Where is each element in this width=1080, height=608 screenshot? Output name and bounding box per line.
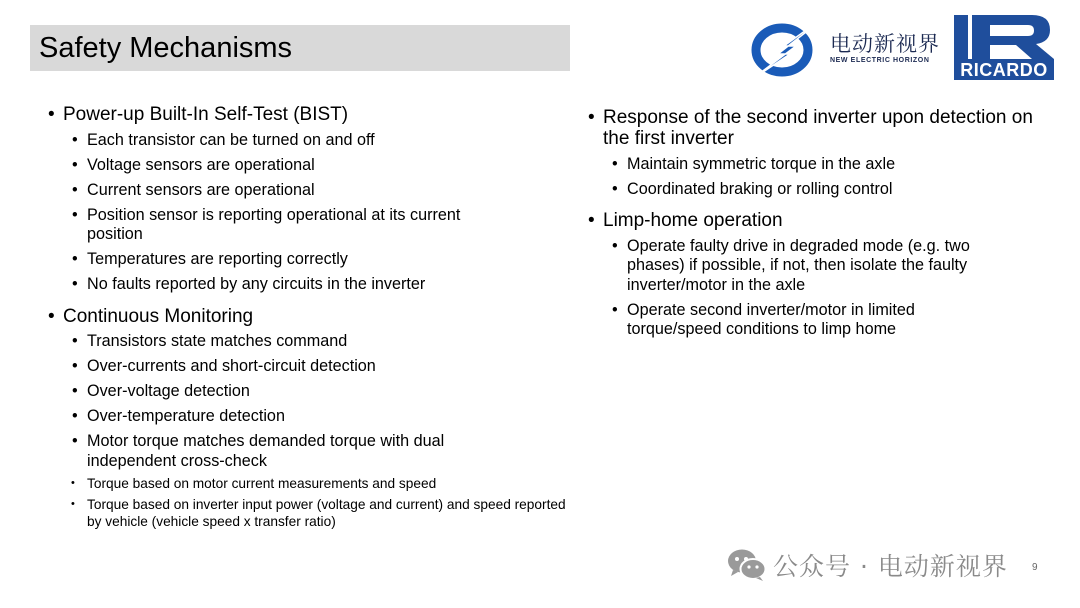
list-item: • Maintain symmetric torque in the axle xyxy=(588,155,1048,175)
list-item: • Temperatures are reporting correctly xyxy=(48,250,568,270)
list-item: • No faults reported by any circuits in the inverter xyxy=(48,275,568,295)
ricardo-r-mark xyxy=(954,15,1054,59)
monitoring-heading: Continuous Monitoring xyxy=(63,305,254,327)
logo-chinese-text: 电动新视界 xyxy=(830,32,940,56)
slide-title: Safety Mechanisms xyxy=(39,31,293,64)
list-item: • Position sensor is reporting operational at its current position xyxy=(48,206,568,245)
list-item: • Coordinated braking or rolling control xyxy=(588,180,1048,200)
wechat-watermark xyxy=(727,548,1008,582)
right-column xyxy=(588,104,1048,340)
list-item: • Over-currents and short-circuit detection xyxy=(48,357,568,377)
electric-horizon-logo xyxy=(748,10,948,82)
list-item: • Torque based on motor current measurements and speed xyxy=(63,475,498,492)
list-item xyxy=(588,107,1048,199)
lightning-globe-icon xyxy=(748,10,834,82)
list-item: • Over-temperature detection xyxy=(48,407,568,427)
logo-english-text: NEW ELECTRIC HORIZON xyxy=(830,57,930,64)
title-bar xyxy=(30,25,570,71)
wechat-icon xyxy=(727,548,767,582)
list-item: • Over-voltage detection xyxy=(48,382,568,402)
torque-check-text: Motor torque matches demanded torque with dual independent cross-check xyxy=(87,432,445,470)
page-number: 9 xyxy=(1032,562,1038,573)
second-inverter-heading: Response of the second inverter upon detection on the first inverter xyxy=(603,107,1033,149)
list-item xyxy=(48,432,568,530)
ricardo-logo xyxy=(954,15,1054,80)
watermark-text: 公众号 · 电动新视界 xyxy=(773,552,1008,581)
list-item: • Torque based on inverter input power (voltage and current) and speed reported by vehicle (vehicle speed x transfer ratio) xyxy=(63,496,578,530)
list-item: • Voltage sensors are operational xyxy=(48,156,568,176)
left-column xyxy=(48,104,568,530)
list-item: • Current sensors are operational xyxy=(48,181,568,201)
list-item xyxy=(588,210,1048,340)
list-item xyxy=(48,104,568,295)
list-item: • Each transistor can be turned on and off xyxy=(48,131,568,151)
ricardo-wordmark: RICARDO xyxy=(954,59,1054,80)
bist-heading: Power-up Built-In Self-Test (BIST) xyxy=(63,104,349,125)
list-item: • Transistors state matches command xyxy=(48,332,568,352)
list-item: • Operate faulty drive in degraded mode (e.g. two phases) if possible, if not, then isolate the faulty inverter/motor in the axle xyxy=(588,237,1048,296)
limp-home-heading: Limp-home operation xyxy=(603,210,783,231)
list-item xyxy=(48,306,568,531)
list-item: • Operate second inverter/motor in limited torque/speed conditions to limp home xyxy=(588,301,1048,340)
